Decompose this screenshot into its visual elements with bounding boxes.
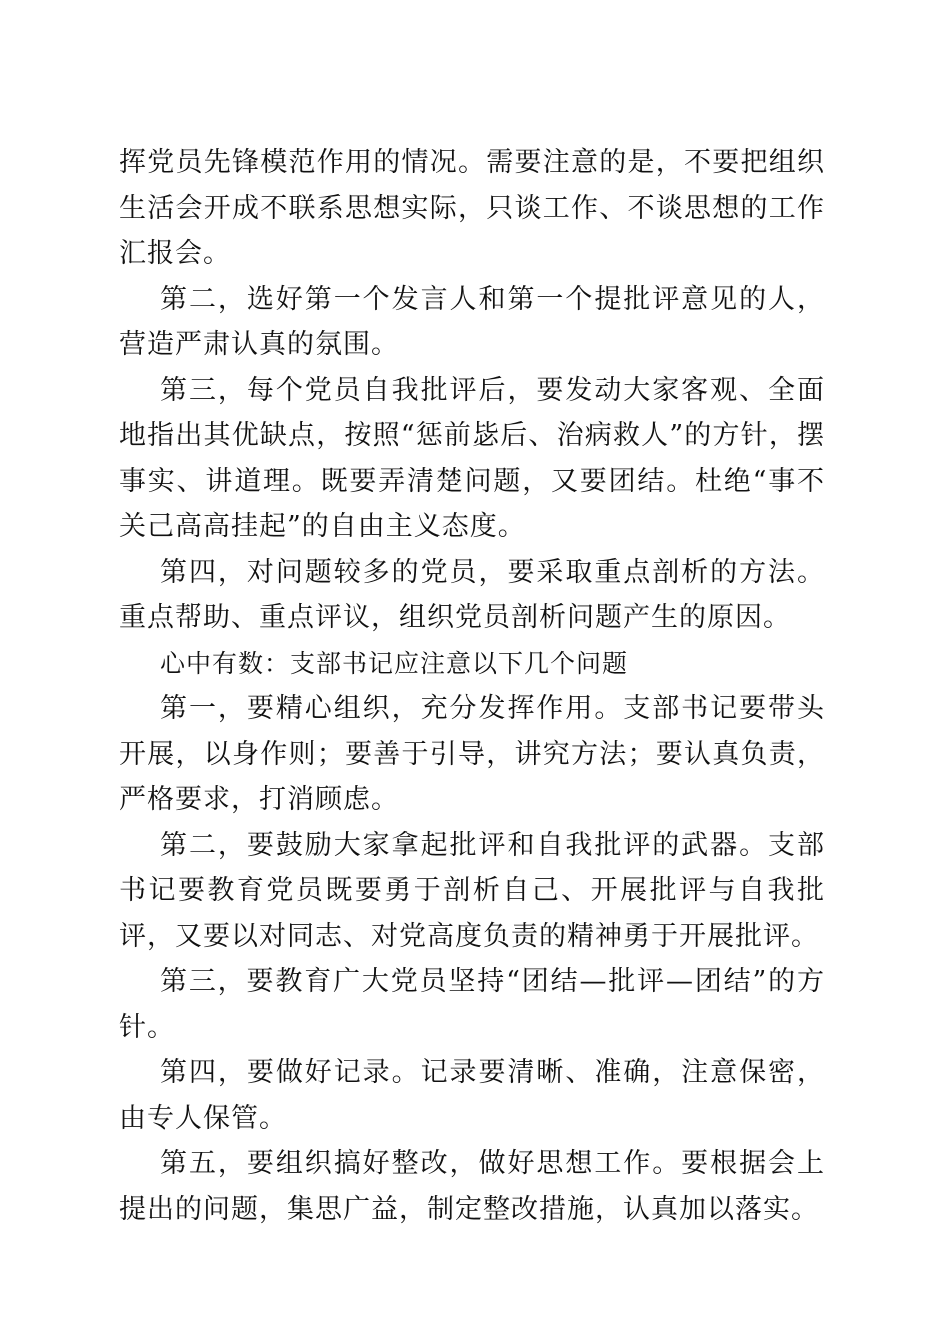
paragraph-continuation: 挥党员先锋模范作用的情况。需要注意的是，不要把组织生活会开成不联系思想实际，只谈工作、不谈思想的工作汇报会。 — [119, 147, 825, 269]
section-heading: 心中有数：支部书记应注意以下几个问题 — [160, 648, 629, 678]
paragraph-point-three: 第三，每个党员自我批评后，要发动大家客观、全面地指出其优缺点，按照“惩前毖后、治病救人”的方针，摆事实、讲道理。既要弄清楚问题，又要团结。杜绝“事不关己高高挂起”的自由主义态度。 — [119, 374, 825, 542]
paragraph-item-five: 第五，要组织搞好整改，做好思想工作。要根据会上提出的问题，集思广益，制定整改措施，认真加以落实。 — [119, 1148, 825, 1225]
paragraph-point-four: 第四，对问题较多的党员，要采取重点剖析的方法。重点帮助、重点评议，组织党员剖析问题产生的原因。 — [119, 556, 825, 633]
paragraph-item-four: 第四，要做好记录。记录要清晰、准确，注意保密，由专人保管。 — [119, 1057, 825, 1134]
paragraph-item-three: 第三，要教育广大党员坚持“团结—批评—团结”的方针。 — [119, 966, 825, 1043]
paragraph-point-two: 第二，选好第一个发言人和第一个提批评意见的人，营造严肃认真的氛围。 — [119, 283, 825, 360]
document-page — [119, 140, 825, 1232]
paragraph-item-two: 第二，要鼓励大家拿起批评和自我批评的武器。支部书记要教育党员既要勇于剖析自己、开展批评与自我批评，又要以对同志、对党高度负责的精神勇于开展批评。 — [119, 829, 825, 952]
paragraph-item-one: 第一，要精心组织，充分发挥作用。支部书记要带头开展，以身作则；要善于引导，讲究方法；要认真负责，严格要求，打消顾虑。 — [119, 693, 825, 815]
